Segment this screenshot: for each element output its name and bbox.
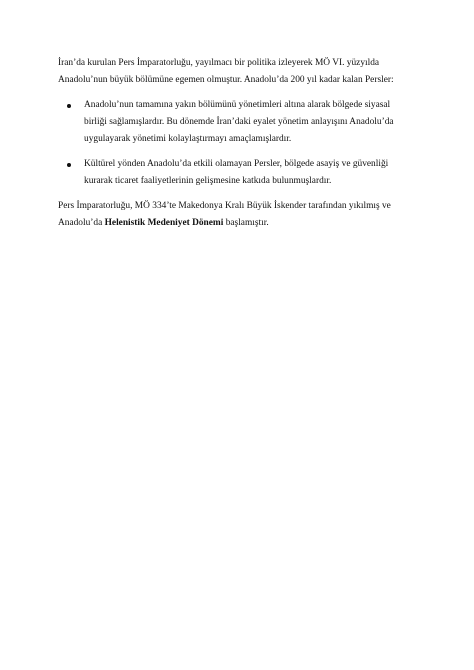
conclusion-paragraph (58, 198, 414, 232)
bullet-icon (67, 104, 71, 108)
conclusion-text-end: başlamıştır. (223, 218, 269, 228)
list-item-text: Kültürel yönden Anadolu’da etkili olamayan Persler, bölgede asayiş ve güvenliği kurarak ticaret faaliyetlerinin gelişmesine katkıda bulunmuşlardır. (84, 159, 389, 186)
list-item (58, 97, 414, 148)
list-item (58, 156, 414, 190)
list-item-text: Anadolu’nun tamamına yakın bölümünü yönetimleri altına alarak bölgede siyasal birliği sağlamışlardır. Bu dönemde İran’daki eyalet yönetim anlayışını Anadolu’da uygulayarak yönetimi kolaylaştırmayı amaçlamışlardır. (84, 100, 394, 144)
conclusion-text-start: Pers İmparatorluğu, MÖ 334’te Makedonya Kralı Büyük İskender tarafından yıkılmış ve Anadolu’da (58, 201, 391, 228)
highlighted-term: Helenistik Medeniyet Dönemi (104, 218, 224, 228)
intro-paragraph: İran’da kurulan Pers İmparatorluğu, yayılmacı bir politika izleyerek MÖ VI. yüzyılda Anadolu’nun büyük bölümüne egemen olmuştur. Anadolu’da 200 yıl kadar kalan Persler: (58, 58, 394, 85)
bullet-icon (67, 163, 71, 167)
bullet-list (58, 97, 414, 190)
